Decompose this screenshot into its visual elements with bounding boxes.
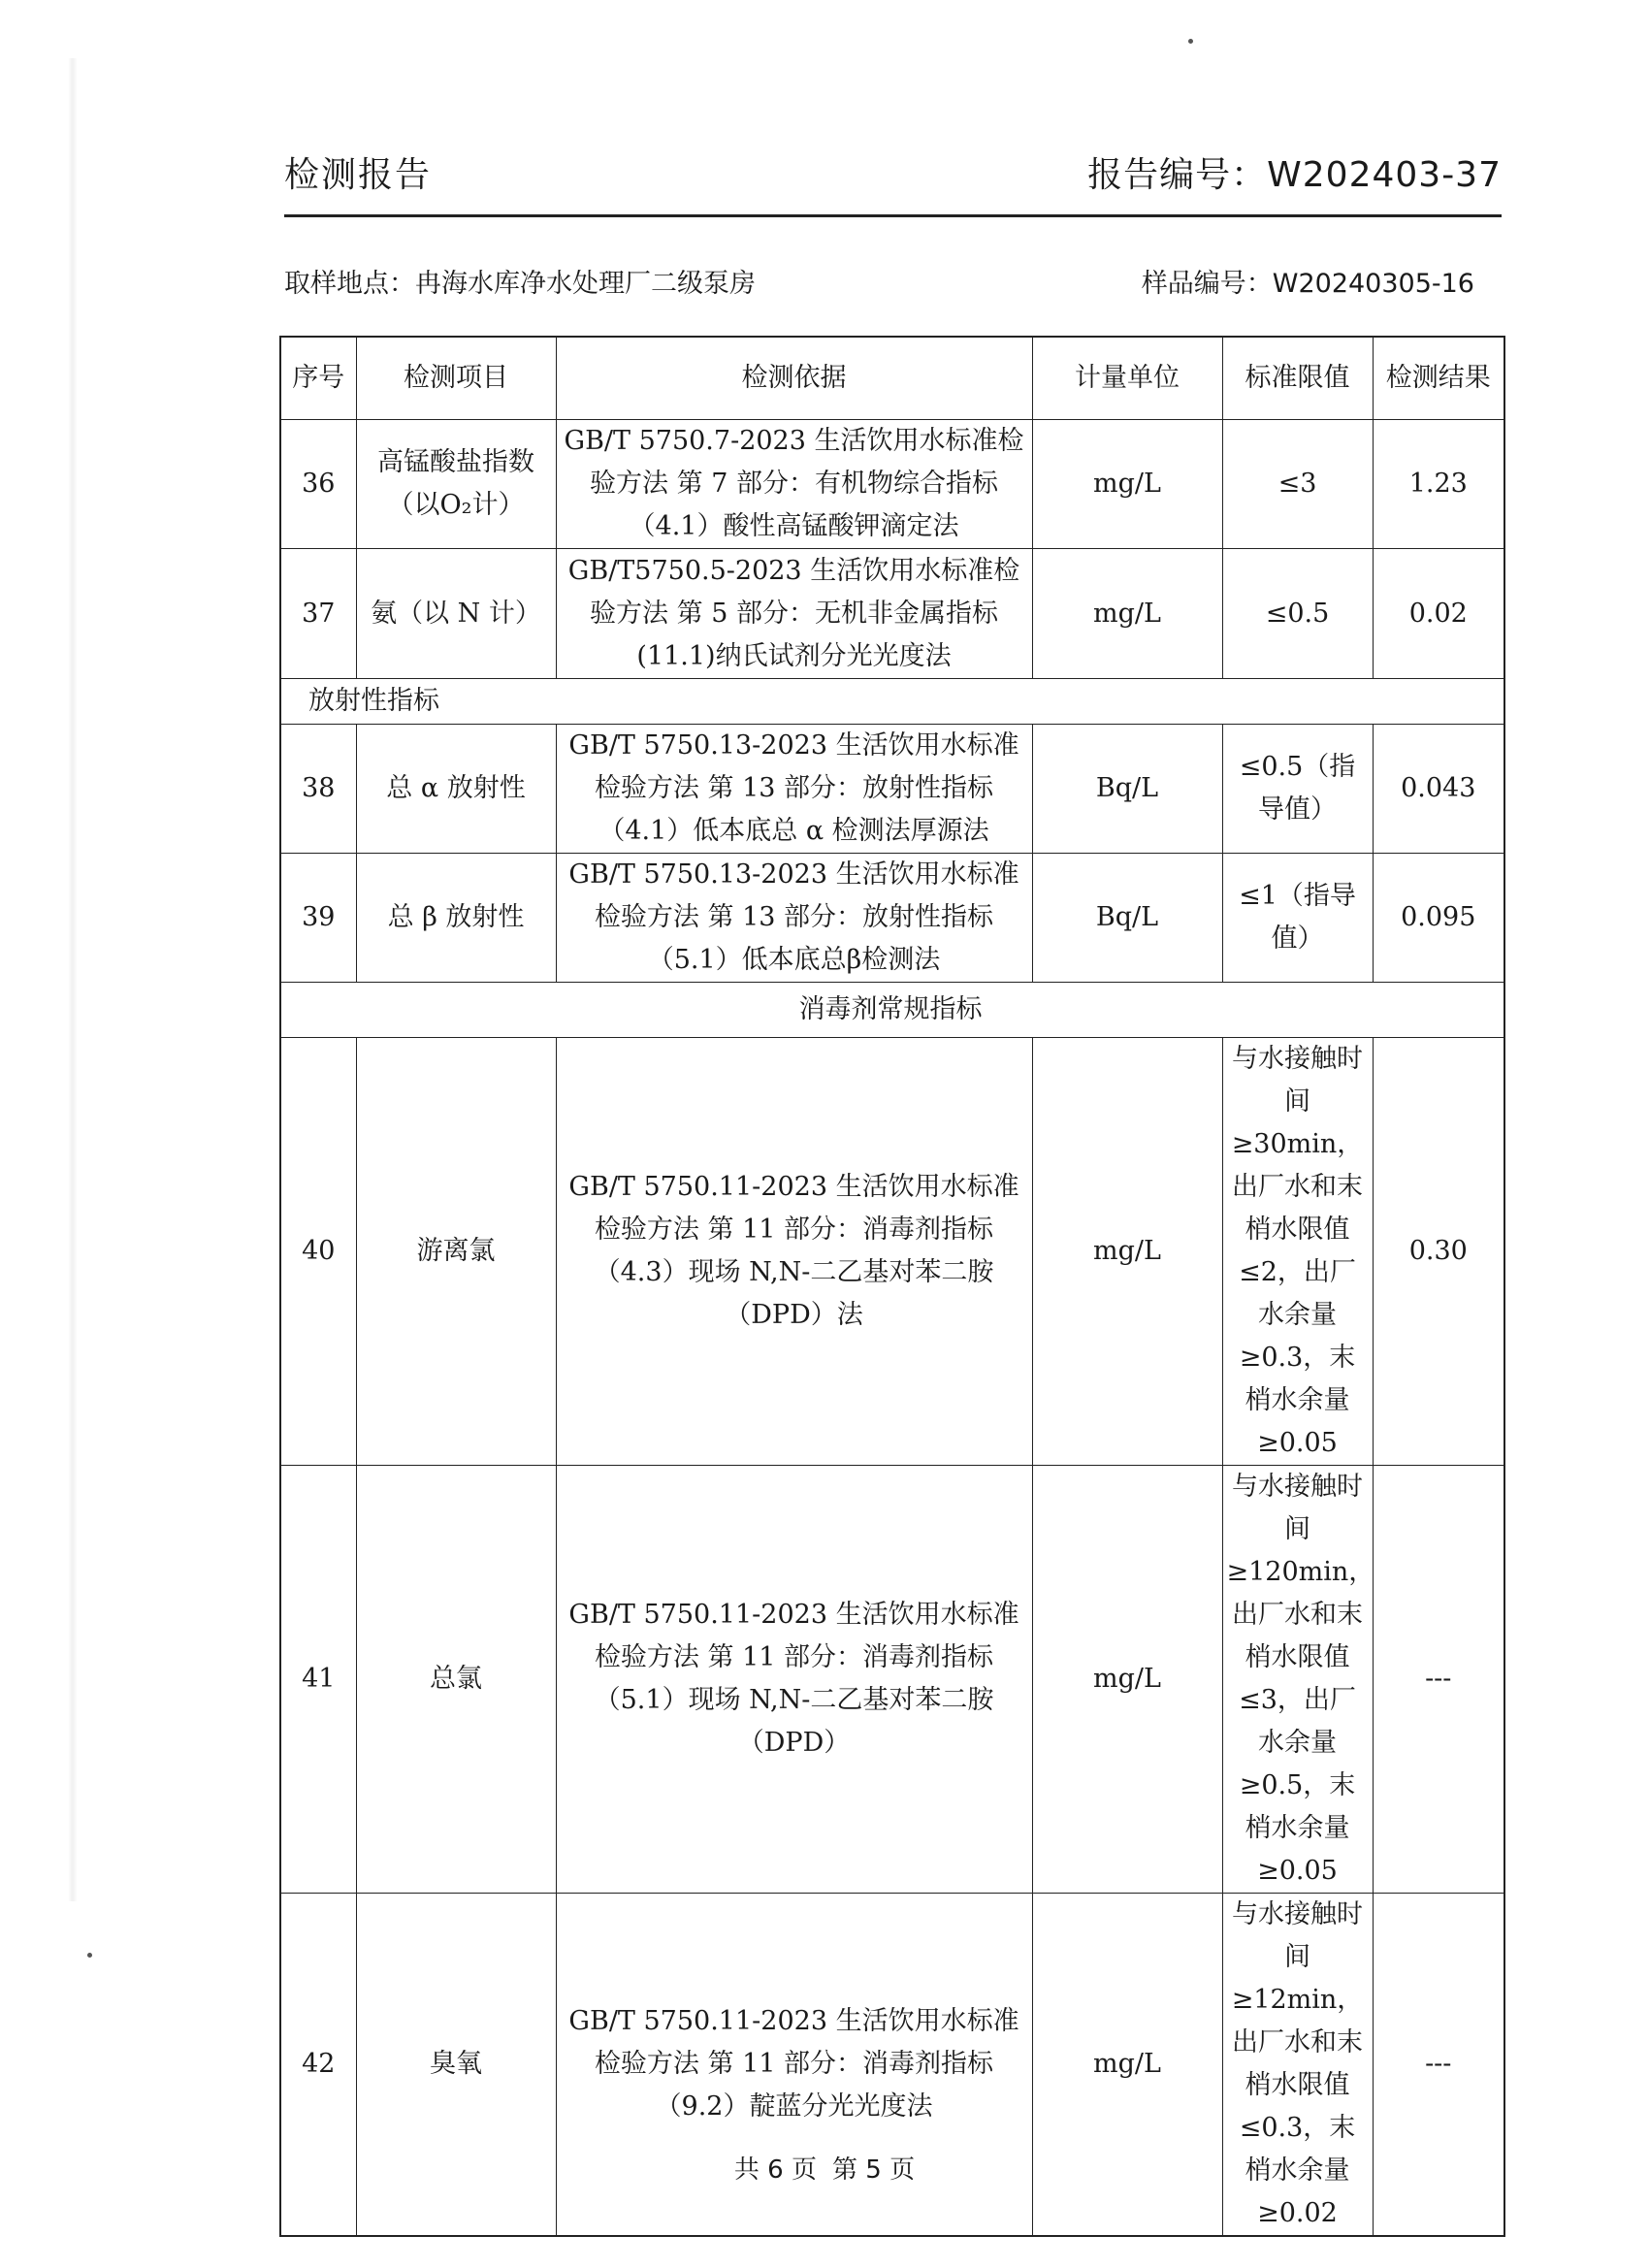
row-unit: mg/L: [1032, 1038, 1222, 1466]
document-title: 检测报告: [284, 155, 433, 195]
col-header-no: 序号: [280, 337, 356, 420]
row-limit: ≤3: [1222, 420, 1373, 549]
row-limit: 与水接触时间≥12min，出厂水和末梢水限值≤0.3，末梢水余量≥0.02: [1222, 1894, 1373, 2237]
row-unit: mg/L: [1032, 1894, 1222, 2237]
row-limit: 与水接触时间≥30min，出厂水和末梢水限值≤2，出厂水余量≥0.3，末梢水余量≥0.05: [1222, 1038, 1373, 1466]
section-row-disinfectant: [280, 983, 1504, 1038]
section-title: 消毒剂常规指标: [280, 983, 1504, 1038]
current-page: 第 5 页: [832, 2155, 916, 2185]
table-row: [280, 854, 1504, 983]
row-no: 37: [280, 549, 356, 679]
table-row: [280, 1466, 1504, 1894]
row-basis: GB/T 5750.11-2023 生活饮用水标准检验方法 第 11 部分：消毒剂指标（9.2）靛蓝分光光度法: [556, 1894, 1032, 2237]
row-unit: mg/L: [1032, 420, 1222, 549]
row-basis: GB/T 5750.7-2023 生活饮用水标准检验方法 第 7 部分：有机物综合指标（4.1）酸性高锰酸钾滴定法: [556, 420, 1032, 549]
report-number-label: 报告编号：: [1087, 155, 1268, 195]
sampling-location-value: 冉海水库净水处理厂二级泵房: [415, 269, 756, 299]
row-item: 总氯: [356, 1466, 556, 1894]
scan-edge-shadow: [68, 58, 78, 1901]
sampling-location-label: 取样地点：: [284, 269, 415, 299]
table-row: [280, 725, 1504, 854]
total-pages: 共 6 页: [733, 2155, 817, 2185]
sampling-location: [284, 262, 756, 300]
row-item: 总 α 放射性: [356, 725, 556, 854]
page-footer: [0, 2150, 1649, 2186]
row-item: 游离氯: [356, 1038, 556, 1466]
table-row: [280, 420, 1504, 549]
row-limit: ≤1（指导值）: [1222, 854, 1373, 983]
test-results-table: [279, 336, 1505, 2237]
section-row-radioactivity: [280, 679, 1504, 725]
row-basis: GB/T5750.5-2023 生活饮用水标准检验方法 第 5 部分：无机非金属指标(11.1)纳氏试剂分光光度法: [556, 549, 1032, 679]
row-no: 39: [280, 854, 356, 983]
row-basis: GB/T 5750.11-2023 生活饮用水标准检验方法 第 11 部分：消毒剂指标（4.3）现场 N,N-二乙基对苯二胺（DPD）法: [556, 1038, 1032, 1466]
col-header-result: 检测结果: [1373, 337, 1504, 420]
row-unit: mg/L: [1032, 549, 1222, 679]
row-result: ---: [1373, 1894, 1504, 2237]
row-unit: Bq/L: [1032, 725, 1222, 854]
col-header-basis: 检测依据: [556, 337, 1032, 420]
row-unit: mg/L: [1032, 1466, 1222, 1894]
row-result: ---: [1373, 1466, 1504, 1894]
scan-speck: [87, 1953, 92, 1958]
row-limit: 与水接触时间≥120min，出厂水和末梢水限值≤3，出厂水余量≥0.5，末梢水余量≥0.05: [1222, 1466, 1373, 1894]
table-header-row: [280, 337, 1504, 420]
col-header-item: 检测项目: [356, 337, 556, 420]
row-basis: GB/T 5750.13-2023 生活饮用水标准检验方法 第 13 部分：放射性指标（4.1）低本底总 α 检测法厚源法: [556, 725, 1032, 854]
sample-number: [1142, 262, 1474, 300]
col-header-limit: 标准限值: [1222, 337, 1373, 420]
row-no: 38: [280, 725, 356, 854]
report-number-value: W202403-37: [1267, 155, 1502, 195]
row-result: 0.02: [1373, 549, 1504, 679]
row-no: 42: [280, 1894, 356, 2237]
row-limit: ≤0.5: [1222, 549, 1373, 679]
sample-number-value: W20240305-16: [1272, 269, 1474, 299]
col-header-unit: 计量单位: [1032, 337, 1222, 420]
section-title: 放射性指标: [280, 679, 1504, 725]
row-result: 0.095: [1373, 854, 1504, 983]
table-row: [280, 1038, 1504, 1466]
row-no: 40: [280, 1038, 356, 1466]
table-row: [280, 549, 1504, 679]
row-basis: GB/T 5750.13-2023 生活饮用水标准检验方法 第 13 部分：放射性指标（5.1）低本底总β检测法: [556, 854, 1032, 983]
row-unit: Bq/L: [1032, 854, 1222, 983]
row-item: 氨（以 N 计）: [356, 549, 556, 679]
header-divider: [284, 214, 1502, 217]
row-item: 高锰酸盐指数（以O₂计）: [356, 420, 556, 549]
row-item: 臭氧: [356, 1894, 556, 2237]
row-result: 0.30: [1373, 1038, 1504, 1466]
scan-speck: [1188, 39, 1193, 44]
row-basis: GB/T 5750.11-2023 生活饮用水标准检验方法 第 11 部分：消毒剂指标（5.1）现场 N,N-二乙基对苯二胺（DPD）: [556, 1466, 1032, 1894]
row-item: 总 β 放射性: [356, 854, 556, 983]
report-number: [1087, 147, 1502, 197]
row-no: 41: [280, 1466, 356, 1894]
sample-number-label: 样品编号：: [1141, 269, 1273, 299]
row-limit: ≤0.5（指导值）: [1222, 725, 1373, 854]
row-no: 36: [280, 420, 356, 549]
row-result: 1.23: [1373, 420, 1504, 549]
row-result: 0.043: [1373, 725, 1504, 854]
